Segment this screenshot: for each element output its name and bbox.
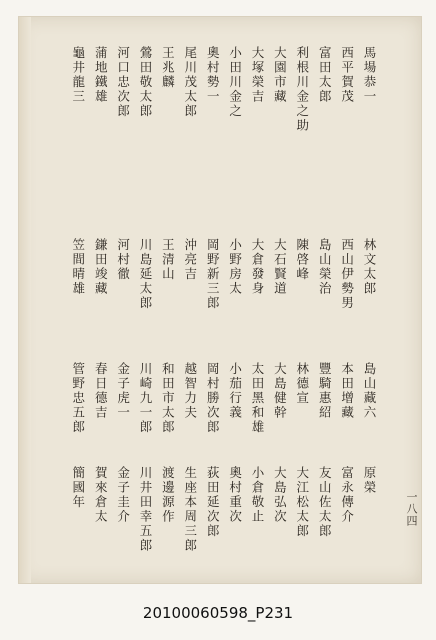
- name-entry: 陳啓峰: [294, 238, 310, 282]
- name-entry: 鶯田敬太郎: [138, 46, 153, 119]
- name-entry: 林德宣: [294, 362, 310, 406]
- name-entry: 渡邊源作: [160, 466, 176, 524]
- name-entry: 林文太郎: [362, 238, 377, 296]
- name-entry: 越智力夫: [182, 362, 198, 420]
- name-entry: 王清山: [160, 238, 176, 282]
- name-entry: 大石賢道: [272, 238, 288, 296]
- name-entry: 太田黑和雄: [250, 362, 265, 435]
- name-entry: 島山榮治: [317, 238, 333, 296]
- name-entry: 富田太郎: [317, 46, 333, 104]
- name-entry: 生座本周三郎: [182, 466, 198, 553]
- name-entry: 奧村重次: [227, 466, 243, 524]
- image-caption: 20100060598_P231: [142, 604, 294, 622]
- name-entry: 笠間晴雄: [70, 238, 86, 296]
- name-entry: 西山伊勢男: [339, 238, 355, 311]
- name-entry: 和田市太郎: [160, 362, 176, 435]
- name-entry: 小野房太: [227, 238, 243, 296]
- name-entry: 鎌田竣藏: [93, 238, 109, 296]
- name-entry: 豐騎惠紹: [317, 362, 333, 420]
- name-entry: 川井田幸五郎: [138, 466, 153, 553]
- name-entry: 岡野新三郎: [205, 238, 221, 311]
- page-number: 一八四: [405, 491, 418, 527]
- name-entry: 春日德吉: [93, 362, 109, 420]
- name-entry: 小茄行義: [227, 362, 243, 420]
- name-entry: 岡村勝次郎: [205, 362, 221, 435]
- name-entry: 金子圭介: [115, 466, 131, 524]
- name-entry: 龜井龍三: [70, 46, 86, 104]
- name-entry: 原榮: [362, 466, 377, 495]
- name-entry: 西平賀茂: [339, 46, 355, 104]
- name-entry: 富永傳介: [339, 466, 355, 524]
- name-entry: 尾川茂太郎: [182, 46, 198, 119]
- name-entry: 本田增藏: [339, 362, 355, 420]
- name-entry: 川島延太郎: [138, 238, 153, 311]
- name-entry: 大倉發身: [250, 238, 265, 296]
- name-entry: 河口忠次郎: [115, 46, 131, 119]
- name-entry: 小田川金之: [227, 46, 243, 119]
- name-entry: 川崎九一郎: [138, 362, 153, 435]
- name-entry: 大島健幹: [272, 362, 288, 420]
- name-entry: 小倉敬止: [250, 466, 265, 524]
- name-entry: 王兆麟: [160, 46, 176, 90]
- name-entry: 賀來倉太: [93, 466, 109, 524]
- name-entry: 簡國年: [70, 466, 86, 510]
- name-entry: 友山佐太郎: [317, 466, 333, 539]
- name-entry: 島山藏六: [362, 362, 377, 420]
- name-entry: 金子虎一: [115, 362, 131, 420]
- name-entry: 大園市藏: [272, 46, 288, 104]
- name-entry: 奧村勢一: [205, 46, 221, 104]
- name-entry: 管野忠五郎: [70, 362, 86, 435]
- name-entry: 沖亮吉: [182, 238, 198, 282]
- name-entry: 蒲地鐵雄: [93, 46, 109, 104]
- name-entry: 利根川金之助: [294, 46, 310, 133]
- name-entry: 馬場恭一: [362, 46, 377, 104]
- page-binding-shadow: [19, 17, 31, 583]
- name-entry: 大江松太郎: [294, 466, 310, 539]
- name-entry: 河村徹: [115, 238, 131, 282]
- name-entry: 大塚榮吉: [250, 46, 265, 104]
- name-entry: 荻田延次郎: [205, 466, 221, 539]
- name-entry: 大島弘次: [272, 466, 288, 524]
